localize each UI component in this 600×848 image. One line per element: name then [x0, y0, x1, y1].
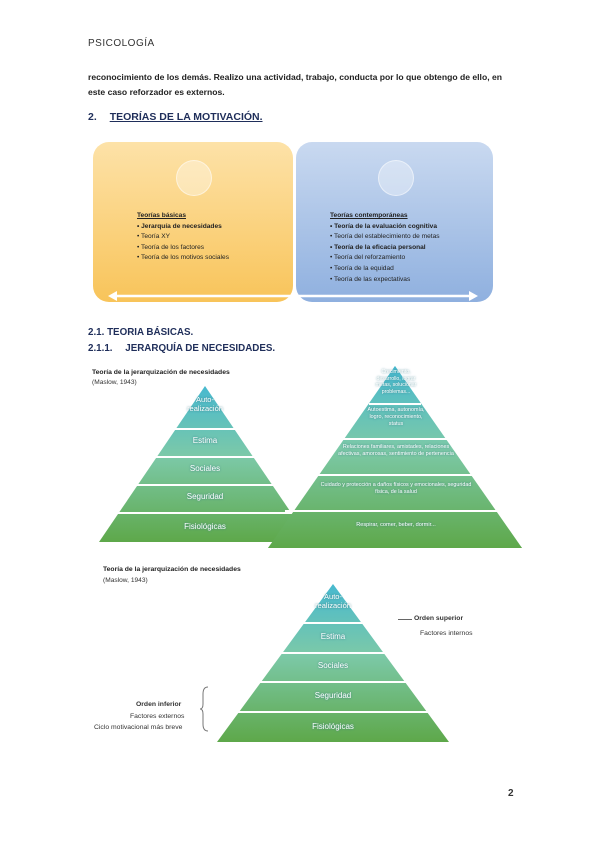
- upper-pointer-line: [398, 619, 412, 620]
- section-2-title: TEORÍAS DE LA MOTIVACIÓN.: [109, 111, 263, 123]
- page-header: PSICOLOGÍA: [88, 38, 155, 49]
- pyramid-3-level-4: Seguridad: [314, 691, 352, 700]
- basic-theories-circle: [176, 160, 212, 196]
- basic-theories-title: Teorías básicas: [137, 212, 186, 219]
- list-item: • Teoría de los factores: [137, 243, 287, 254]
- pyramid-2-level-5: Respirar, comer, beber, dormir...: [356, 522, 436, 528]
- contemporary-theories-circle: [378, 160, 414, 196]
- pyramid-3-level-3: Sociales: [317, 661, 349, 670]
- pyramid-2-level-3: Relaciones familiares, amistades, relaciones afectivas, amorosas, sentimiento de pertenencia: [338, 444, 454, 457]
- list-item: • Jerarquía de necesidades: [137, 222, 287, 233]
- pyramid-3-title: Teoría de la jerarquización de necesidades: [103, 566, 241, 573]
- lower-order-label: Orden inferior: [136, 701, 182, 708]
- section-2-1-heading: 2.1. TEORIA BÁSICAS.: [88, 327, 194, 338]
- list-item: • Teoría de la eficacia personal: [330, 243, 490, 254]
- pyramid-1-level-4: Seguridad: [186, 492, 224, 501]
- pyramid-2-level-2: Autoestima, autonomía, logro, reconocimiento, status: [367, 407, 425, 427]
- lower-brace-icon: [200, 686, 210, 732]
- pyramid-3-level-2: Estima: [320, 632, 346, 641]
- pyramid-3-level-1: Auto-realización: [315, 592, 351, 610]
- upper-order-sub: Factores internos: [420, 630, 473, 637]
- pyramid-2-level-4: Cuidado y protección a daños físicos y emocionales, seguridad física, de la salud: [320, 482, 472, 495]
- pyramid-1-title: Teoría de la jerarquización de necesidades: [92, 369, 230, 376]
- section-2-heading: [88, 111, 263, 123]
- list-item: • Teoría de las expectativas: [330, 275, 490, 286]
- pyramid-1-level-2: Estima: [192, 436, 218, 445]
- pyramid-1-level-3: Sociales: [189, 464, 221, 473]
- list-item: • Teoría del reforzamiento: [330, 253, 490, 264]
- section-2-1-1-heading: [88, 343, 275, 354]
- contemporary-theories-list: [330, 211, 490, 285]
- section-2-number: 2.: [88, 111, 97, 123]
- pyramid-2-level-1: Crecimiento, desarrollo, lograr metas, solucionar problemas...: [375, 369, 417, 395]
- section-2-1-1-number: 2.1.1.: [88, 343, 113, 354]
- lower-order-sub-2: Ciclo motivacional más breve: [94, 724, 183, 731]
- basic-theories-list: [137, 211, 287, 264]
- list-item: • Teoría XY: [137, 232, 287, 243]
- pyramid-1-subtitle: (Maslow, 1943): [92, 379, 137, 386]
- section-2-1-1-title: JERARQUÍA DE NECESIDADES.: [125, 343, 276, 354]
- list-item: • Teoría del establecimiento de metas: [330, 232, 490, 243]
- list-item: • Teoría de la evaluación cognitiva: [330, 222, 490, 233]
- pyramid-3-subtitle: (Maslow, 1943): [103, 577, 148, 584]
- lower-order-sub-1: Factores externos: [130, 713, 185, 720]
- page-number: 2: [508, 788, 514, 799]
- upper-order-label: Orden superior: [414, 615, 464, 622]
- intro-paragraph: reconocimiento de los demás. Realizo una actividad, trabajo, conducta por lo que obtengo de ello, en este caso reforzador es externos.: [88, 72, 503, 97]
- contemporary-theories-title: Teorías contemporáneas: [330, 212, 408, 219]
- list-item: • Teoría de la equidad: [330, 264, 490, 275]
- list-item: • Teoría de los motivos sociales: [137, 253, 287, 264]
- pyramid-3-level-5: Fisiológicas: [312, 722, 354, 731]
- double-arrow-icon: [108, 291, 478, 301]
- pyramid-1-level-1: Auto-realización: [187, 395, 223, 413]
- pyramid-1-level-5: Fisiológicas: [184, 522, 226, 531]
